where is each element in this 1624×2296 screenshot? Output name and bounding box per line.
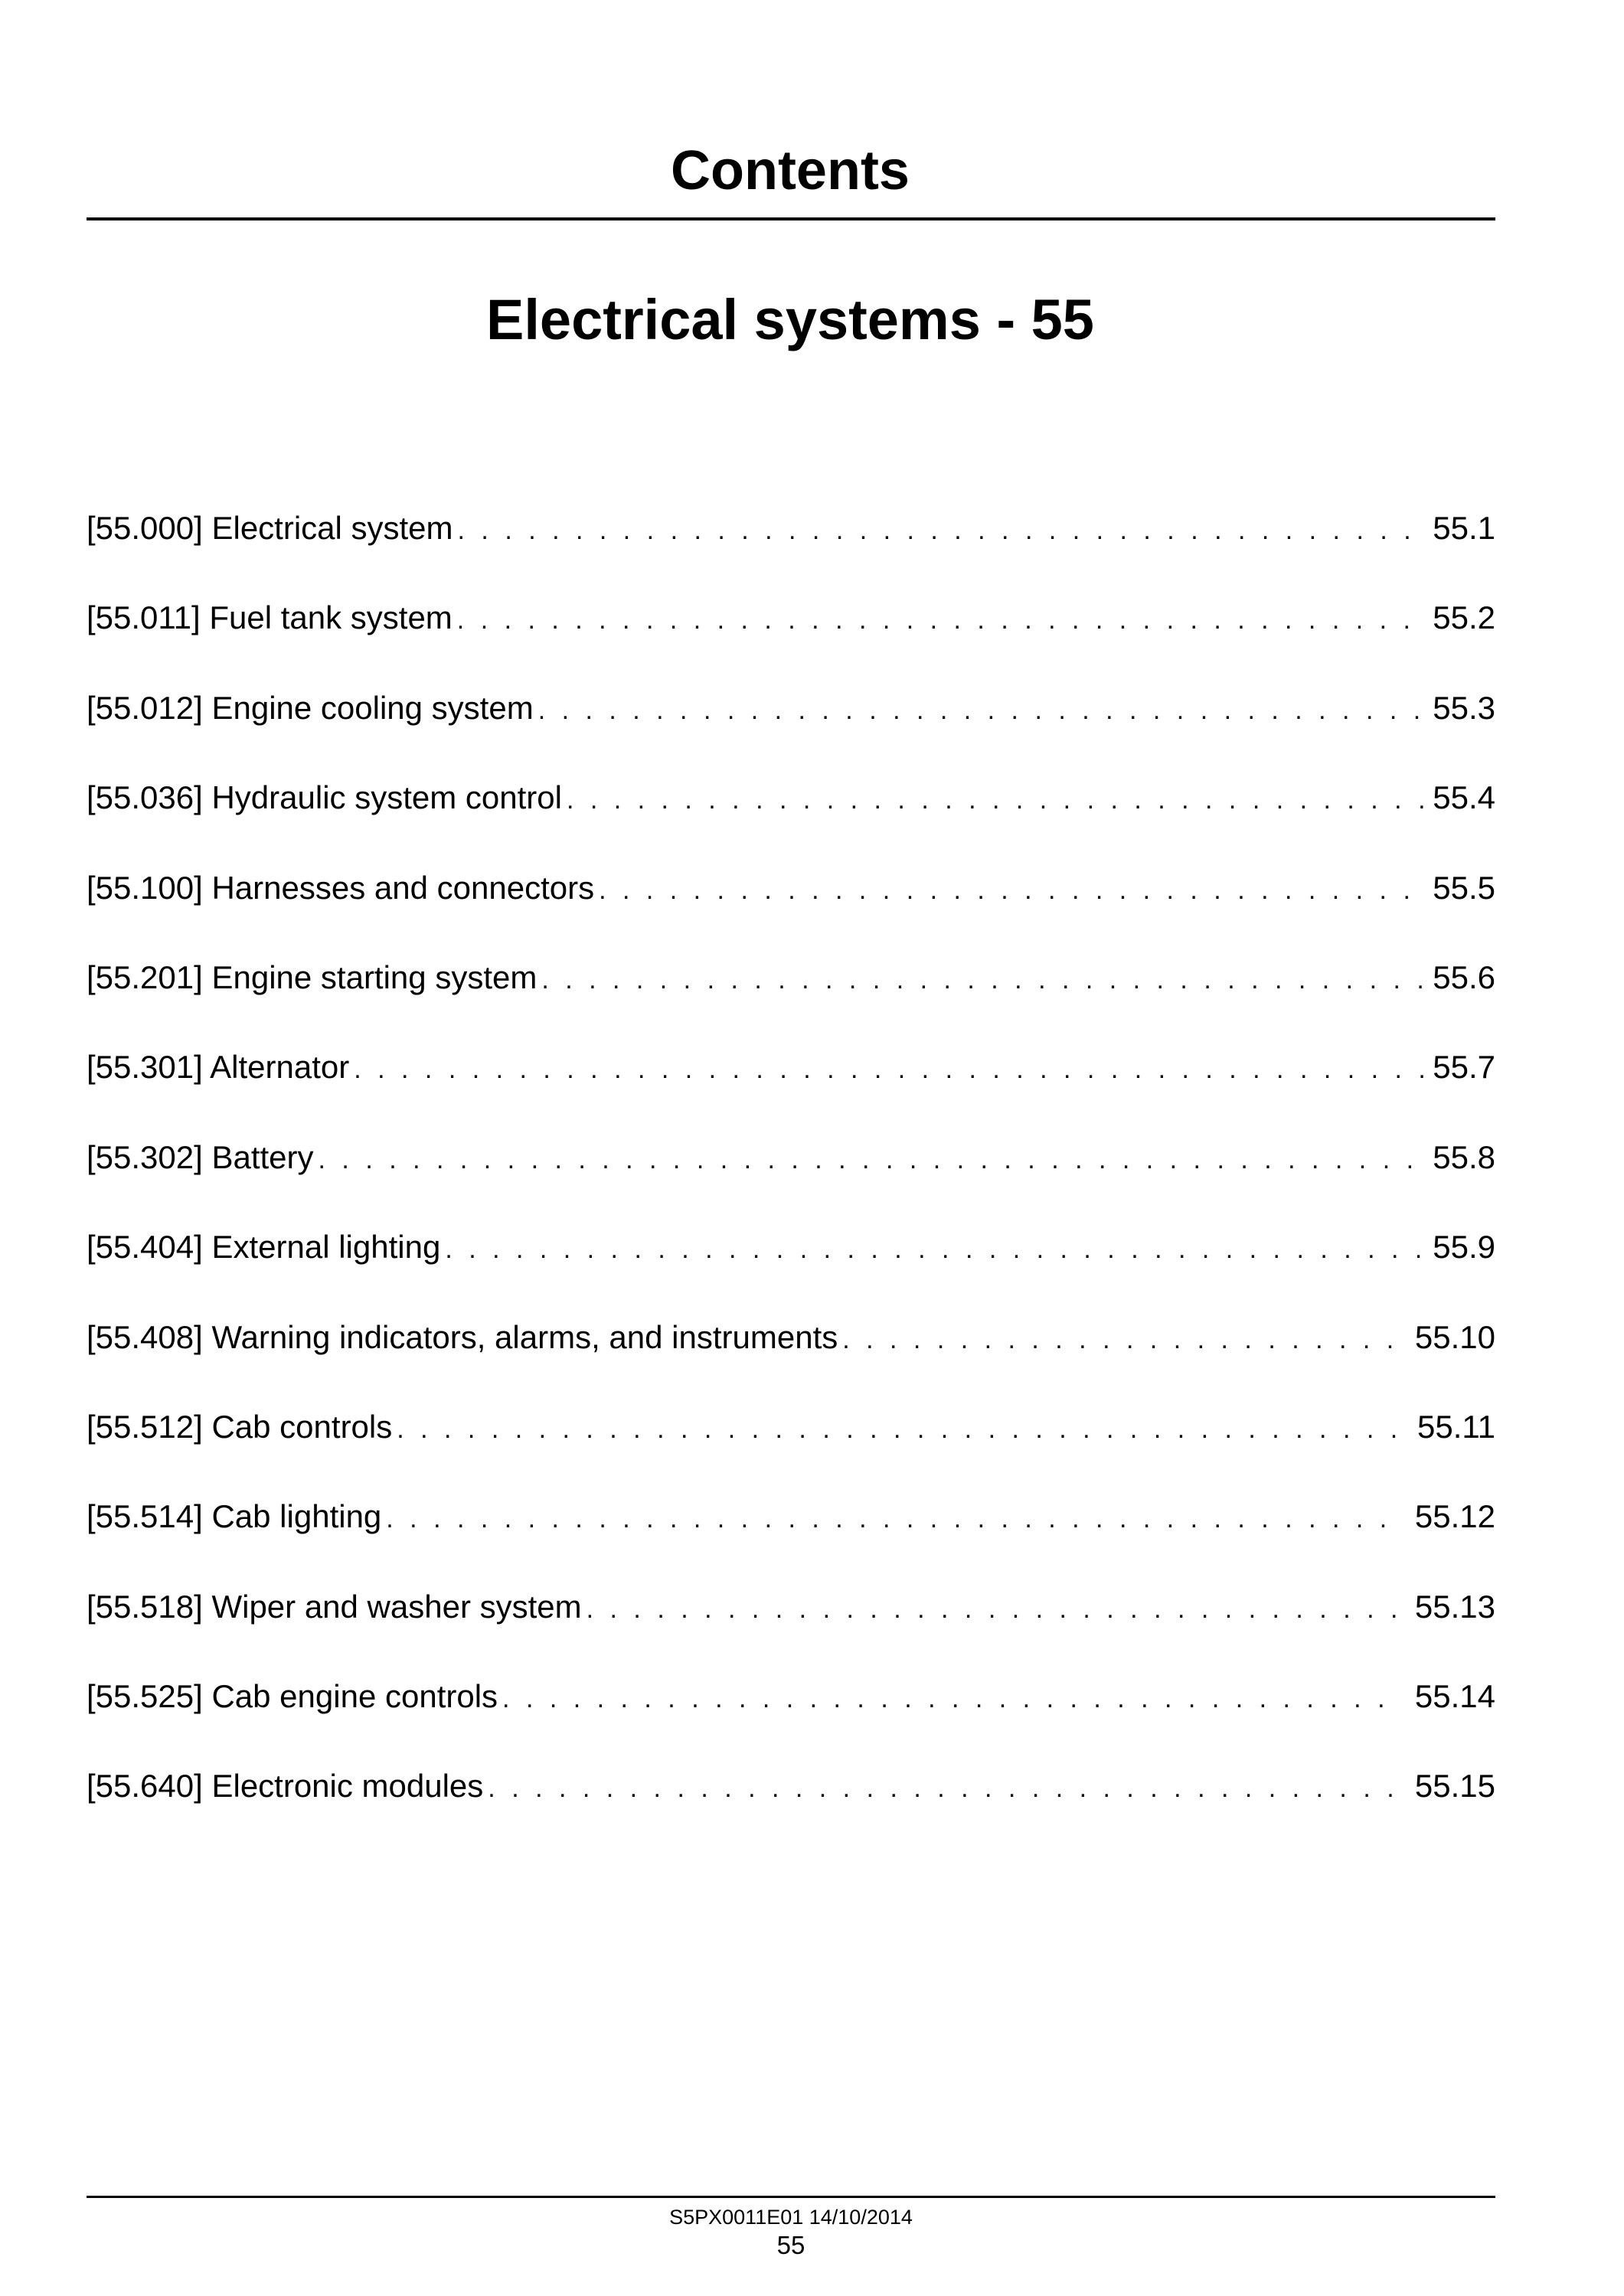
section-title: Electrical systems - 55 <box>486 288 1094 351</box>
toc-entry-label: [55.301] Alternator <box>87 1049 350 1086</box>
toc-entry-page: 55.2 <box>1433 599 1495 636</box>
toc-entry-label: [55.000] Electrical system <box>87 510 453 546</box>
toc-dot-leader <box>354 1043 1423 1096</box>
toc-entry-page: 55.9 <box>1433 1229 1495 1266</box>
toc-entry-page: 55.3 <box>1433 689 1495 726</box>
toc-entry[interactable] <box>87 1040 1495 1130</box>
toc-dot-leader <box>386 1492 1397 1546</box>
toc-dot-leader <box>567 773 1423 827</box>
toc-entry-label: [55.012] Engine cooling system <box>87 689 534 726</box>
toc-entry[interactable] <box>87 1759 1495 1849</box>
footer-divider <box>87 2196 1495 2198</box>
toc-dot-leader <box>587 1582 1397 1636</box>
toc-entry-label: [55.201] Engine starting system <box>87 959 538 995</box>
page-title: Contents <box>671 140 910 201</box>
toc-entry-label: [55.525] Cab engine controls <box>87 1678 498 1715</box>
toc-dot-leader <box>842 1313 1397 1367</box>
toc-entry[interactable] <box>87 591 1495 681</box>
document-code: S5PX0011E01 14/10/2014 <box>669 2206 913 2229</box>
toc-dot-leader <box>599 864 1423 917</box>
toc-entry-page: 55.8 <box>1433 1138 1495 1175</box>
toc-dot-leader <box>502 1672 1397 1726</box>
toc-entry-label: [55.640] Electronic modules <box>87 1768 484 1804</box>
toc-entry-label: [55.100] Harnesses and connectors <box>87 869 595 906</box>
toc-entry[interactable] <box>87 1400 1495 1490</box>
toc-entry-page: 55.1 <box>1433 510 1495 546</box>
toc-dot-leader <box>445 1223 1423 1276</box>
toc-dot-leader <box>488 1762 1397 1815</box>
toc-entry-label: [55.518] Wiper and washer system <box>87 1588 582 1625</box>
toc-entry[interactable] <box>87 501 1495 591</box>
toc-entry-label: [55.011] Fuel tank system <box>87 599 453 636</box>
table-of-contents <box>87 501 1495 1850</box>
toc-dot-leader <box>397 1403 1399 1456</box>
toc-entry[interactable] <box>87 1311 1495 1400</box>
toc-entry-page: 55.14 <box>1414 1678 1495 1715</box>
toc-entry-page: 55.15 <box>1414 1768 1495 1804</box>
toc-entry-label: [55.404] External lighting <box>87 1229 441 1266</box>
toc-entry[interactable] <box>87 861 1495 951</box>
toc-entry-page: 55.7 <box>1433 1049 1495 1086</box>
toc-entry[interactable] <box>87 1131 1495 1220</box>
toc-entry-page: 55.6 <box>1433 959 1495 995</box>
toc-entry-label: [55.512] Cab controls <box>87 1408 393 1445</box>
toc-entry-label: [55.036] Hydraulic system control <box>87 779 562 816</box>
toc-entry[interactable] <box>87 1220 1495 1310</box>
toc-entry-label: [55.302] Battery <box>87 1138 314 1175</box>
toc-entry-page: 55.5 <box>1433 869 1495 906</box>
toc-entry[interactable] <box>87 951 1495 1040</box>
toc-entry-page: 55.12 <box>1414 1498 1495 1535</box>
toc-entry-page: 55.13 <box>1414 1588 1495 1625</box>
header-divider <box>87 217 1495 220</box>
page-number: 55 <box>776 2231 805 2259</box>
toc-dot-leader <box>458 504 1424 557</box>
toc-entry-page: 55.4 <box>1433 779 1495 816</box>
toc-dot-leader <box>541 953 1423 1007</box>
toc-entry-page: 55.10 <box>1414 1318 1495 1355</box>
toc-dot-leader <box>319 1133 1424 1187</box>
toc-entry[interactable] <box>87 681 1495 771</box>
toc-dot-leader <box>538 684 1424 737</box>
toc-entry[interactable] <box>87 771 1495 861</box>
toc-entry[interactable] <box>87 1490 1495 1579</box>
toc-entry-label: [55.408] Warning indicators, alarms, and instruments <box>87 1318 838 1355</box>
toc-entry-page: 55.11 <box>1417 1408 1495 1445</box>
toc-dot-leader <box>457 593 1423 647</box>
toc-entry[interactable] <box>87 1670 1495 1759</box>
toc-entry-label: [55.514] Cab lighting <box>87 1498 382 1535</box>
toc-entry[interactable] <box>87 1580 1495 1670</box>
